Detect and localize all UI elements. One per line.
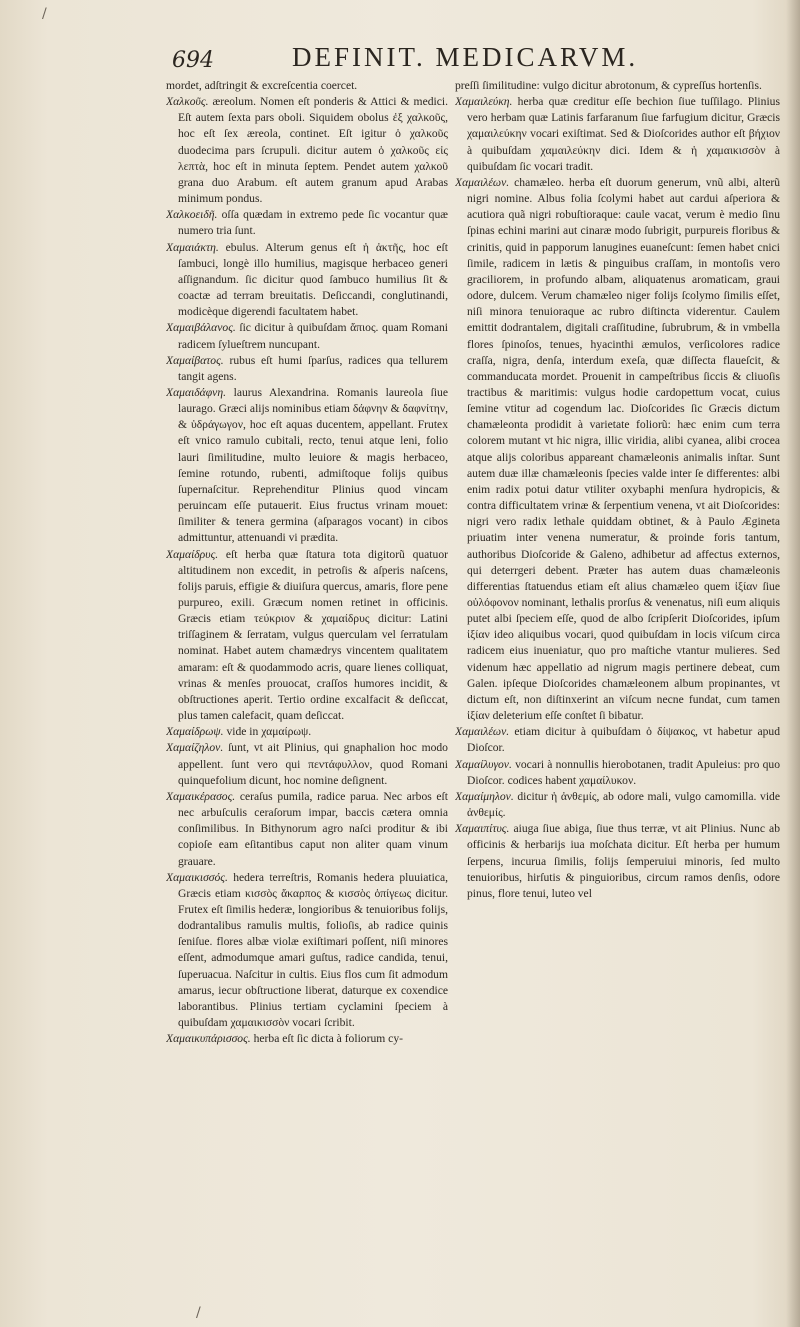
dictionary-entry — [455, 821, 780, 902]
entry-text: ſunt, vt ait Plinius, qui gnaphalion hoc modo appellent. ſunt vero qui πεντάφυλλον, quod Romani quinquefolium dicunt, hoc nomine deſignent. — [178, 741, 448, 787]
entry-text: chamæleo. herba eſt duorum generum, vnũ albi, alterũ nigri nomine. Albus folia ſcolymi habet aut cardui aſperiora & acutiora quã nigri robuſtioraque: caule vacat, verum è medio ſinu ſpinas echini marini aut cinaræ modo ſubrigit, purpureis floribus & crinitis, quid in papporum lanugines euaneſcunt: ſemen habet cnici ſimile, radicem in lætis & pinguibus craſſam, in montoſis vero graciliorem, in profundo albam, aliquatenus aromaticam, graui odore, dulcem. Verum chamæleo niger folijs ſcolymo ſimilis eſſet, niſi minora tenuioraque ac rubro diſtincta viderentur. Caulem emittit dodrantalem, digitali craſſitudine, ſubrubrum, & in vmbella flores ſpinoſos, tenues, hyacinthi æmulos, verſicolores radice craſſa, nigra, denſa, interdum exeſa, quæ diſſecta flaueſcit, & commanducata mordet. Prouenit in campeſtribus ſiccis & cliuoſis tractibus & maritimis: vulgus hodie cardopettum vocat, cuius ſemine vtitur ad cogendum lac. Dioſcorides ſic Græcis dictum chamæleonta prodidit à varietate foliorũ: hæc enim cum terra colorem mutant vt hic nigra, illic viridia, alibi cyanea, alibi crocea atque alijs coloribus appareant chamæleonis animalis inſtar. Sunt autem duæ illæ chamæleonis ſpecies valde inter ſe differentes: albi enim radix potui datur vtiliter oxybaphi menſura hydropicis, & contra difficultatem vrinæ & ſerpentium venena, vt ait Dioſcorides: nigri vero radix lethale quiddam obtinet, & à Paulo Ægineta priuatim inter venena numeratur, & proinde foris tantum, authoribus Dioſcoride & Galeno, adhibetur ad affectus externos, qui deterrgeri debent. Præter has autem duas chamæleonis differentias ſtatuendus etiam eſt alius chamæleo quem ἰξίαν ſiue οὐλόφονον nominant, lethalis prorſus & venenatus, niſi eum aliquis putet albi ſpeciem eſſe, quod de albo ſcripſerit Dioſcorides, ipſum ἰξίαν ideo aliquibus vocari, quod quibuſdam in locis viſcum circa radicem eius inueniatur, quo pro maſtiche vtantur mulieres. Sed videnum hæc appellatio ad nigrum magis pertinere debeat, cum Galen. ipſeque Dioſcorides chamæleonem album propinantes, vt dictum eſt, non diſtinxerint an viſcum necne fundat, cum tamen ἰξίαν deleterium eſſe conſtet ſi bibatur. — [467, 175, 780, 723]
entry-headword: Χαμαιβάλανος. — [166, 321, 236, 335]
entry-text: aiuga ſiue abiga, ſiue thus terræ, vt ait Plinius. Nunc ab officinis & herbarijs iua moſchata dicitur. Eſt herba per humum ſerpens, incurua ſimilis, folijs ſemperuiui minoris, ſed multo tenuioribus, hirſutis & pinguioribus, circum ramos denſis, odore pinus, flore tenui, luteo vel — [467, 822, 780, 900]
dictionary-entry — [455, 175, 780, 724]
page-bottom-mark: / — [196, 1305, 201, 1321]
page-header — [0, 40, 800, 82]
dictionary-entry — [455, 757, 780, 789]
dictionary-entry — [166, 207, 448, 239]
left-column — [166, 78, 448, 1300]
entry-headword: Χαμαικυπάρισσος. — [166, 1032, 251, 1046]
entry-text: oſſa quædam in extremo pede ſic vocantur quæ numero tria ſunt. — [178, 208, 448, 238]
entry-headword: Χαλκοῦς. — [166, 95, 209, 109]
entry-text: ceraſus pumila, radice parua. Nec arbos eſt nec arbuſculis ceraſorum impar, baccis cætera omnia conſimilibus. In Bithynorum agro naſci proditur & ibi copioſe eam eſitantibus caput non aliter quam vinum grauare. — [178, 789, 448, 868]
entry-text: eſt herba quæ ſtatura tota digitorũ quatuor altitudinem non excedit, in petroſis & aſperis naſcens, folijs paruis, effigie & diuiſura quercus, amaris, flore pene purpureo, exili. Græcum nomen retinet in officinis. Græcis etiam τεύκριον & χαμαίδρυς dicitur: Latini triſſaginem & ſerratam, vulgus querculam vel ſerratulam nominat. Habet autem chamædrys vincentem qualitatem amaram: eſt & quodammodo acris, quare lienes colliquat, vrinas & menſes prouocat, craſſos humores incidit, & obſtructiones aperit. Tertio ordine excalfacit & deſiccat, plus tamen calefacit, quam deſiccat. — [178, 547, 448, 723]
entry-text: vocari à nonnullis hierobotanen, tradit Apuleius: pro quo Dioſcor. codices habent χαμαίλυκον. — [467, 757, 780, 787]
entry-headword: Χαμαίμηλον. — [455, 789, 514, 803]
dictionary-entry — [166, 240, 448, 321]
entry-text: dicitur ἡ ἀνθεμίς, ab odore mali, vulgo camomilla. vide ἀνθεμίς. — [467, 789, 780, 820]
entry-headword: Χαμαικέρασος. — [166, 789, 236, 803]
dictionary-entry — [166, 789, 448, 870]
entry-text: mordet, adſtringit & excreſcentia coercet. — [166, 79, 358, 92]
entry-text: preſſi ſimilitudine: vulgo dicitur abrotonum, & cypreſſus hortenſis. — [455, 79, 762, 92]
entry-headword: Χαμαιδάφνη. — [166, 385, 226, 399]
page-number: 694 — [172, 48, 214, 73]
dictionary-entry — [166, 353, 448, 385]
dictionary-entry — [166, 870, 448, 1032]
dictionary-entry — [166, 724, 448, 740]
dictionary-entry — [166, 385, 448, 547]
entry-text: herba quæ creditur eſſe bechion ſiue tuſſilago. Plinius vero herbam quæ Latinis farfaranum ſiue farfugium dicitur, Græcis χαμαιλεύκην vocari exiſtimat. Sed & Dioſcorides author eſt βήχιον à quibuſdam χαμαιλεύκην dici. Idem & ἡ χαμαικισσὸν à quibuſdam ſic vocari tradit. — [467, 95, 780, 173]
entry-headword: Χαμαιπίτυς. — [455, 822, 510, 836]
entry-headword: Χαλκοειδῆ. — [166, 208, 218, 222]
entry-headword: Χαμαιλέων. — [455, 175, 510, 189]
entry-text: ebulus. Alterum genus eſt ἡ ἀκτῆς, hoc eſt ſambuci, longè illo humilius, magisque herbaceo generi aſſignandum. ſic dicitur quod ſambuco humilius ſit & coactæ ad terram breuitatis. Deſiccandi, conglutinandi, modicèque digerendi facultatem habet. — [178, 240, 448, 319]
entry-headword: Χαμαίδρωψ. — [166, 725, 224, 739]
entry-headword: Χαμαίλυγον. — [455, 757, 512, 771]
entry-headword: Χαμαιλεύκη. — [455, 95, 513, 109]
entry-headword: Χαμαίβατος. — [166, 353, 224, 367]
dictionary-entry — [166, 78, 448, 94]
right-column — [455, 78, 780, 1300]
dictionary-entry — [455, 78, 780, 94]
dictionary-entry — [455, 724, 780, 756]
dictionary-entry — [166, 320, 448, 352]
entry-text: herba eſt ſic dicta à foliorum cy- — [253, 1032, 403, 1046]
running-title: DEFINIT. MEDICARVM. — [292, 42, 639, 72]
entry-text: æreolum. Nomen eſt ponderis & Attici & medici. Eſt autem ſexta pars oboli. Siquidem obolus ἐξ χαλκοῦς, hoc eſt ſex æreola, continet. Eſt igitur ὁ χαλκοῦς duodecima pars ſcrupuli. dicitur autem ὁ χαλκοῦς εἰς λεπτὰ, hoc eſt in minuta ſeptem. Pendet autem χαλκοῦ grana duo Arabum. eſt autem granum apud Arabas minimum pondus. — [178, 95, 448, 206]
dictionary-entry — [455, 789, 780, 821]
dictionary-entry — [166, 94, 448, 207]
entry-headword: Χαμαικισσός. — [166, 870, 228, 884]
entry-text: vide in χαμαίρωψ. — [226, 725, 312, 739]
dictionary-entry — [166, 1031, 448, 1047]
entry-text: laurus Alexandrina. Romanis laureola ſiue laurago. Græci alijs nominibus etiam δάφνην & δαφνίτην, & ὑδράγωγον, hoc eſt aquas ducentem, appellant. Frutex eſt vnico ramulo cubitali, recto, tenui atque leni, folio lauri ſimilitudine, multo leuiore & magis herbaceo, ſemine rotundo, rubenti, admiſtoque folijs quibus ſupernaſcitur. Reprehenditur Plinius quod vincam peruincam eſſe putauerit. Eius fructus vrinam mouet: ſimiliter & tenera germina (aſparagos vocant) in cibos admittuntur, attenuandi vi prædita. — [178, 385, 448, 545]
entry-headword: Χαμαίδρυς. — [166, 547, 219, 561]
entry-headword: Χαμαίζηλον. — [166, 741, 224, 755]
entry-text: etiam dicitur à quibuſdam ὁ δίψακος, vt habetur apud Dioſcor. — [467, 725, 780, 755]
dictionary-entry — [166, 740, 448, 788]
entry-headword: Χαμαιλέων. — [455, 725, 510, 739]
dictionary-entry — [455, 94, 780, 175]
dictionary-entry — [166, 547, 448, 725]
entry-headword: Χαμαιάκτη. — [166, 240, 219, 254]
entry-text: hedera terreſtris, Romanis hedera pluuiatica, Græcis etiam κισσὸς ἄκαρπος & κισσὸς ὀπίγεως dicitur. Frutex eſt ſimilis hederæ, longioribus & tenuioribus folijs, dodrantalibus ramulis multis, folioſis, ab radice quinis ſeniſue. flores albæ violæ exiſtimari poſſent, niſi minores eſſent, admodumque amari guſtus, radice candida, tenui, ſuperuacua. Naſcitur in cultis. Eius flos cum ſit admodum amarus, iecur obſtructione liberat, daturque ex coxendice laborantibus. Plinius tertiam cyclamini ſpeciem à quibuſdam χαμαικισσὸν vocari ſcribit. — [178, 870, 448, 1030]
page-corner-mark: / — [42, 6, 47, 22]
entry-text: rubus eſt humi ſparſus, radices qua tellurem tangit agens. — [178, 353, 448, 383]
entry-text: ſic dicitur à quibuſdam ἄπιος. quam Romani radicem ſylueſtrem nuncupant. — [178, 321, 448, 351]
page-edge-shadow — [786, 0, 800, 1327]
